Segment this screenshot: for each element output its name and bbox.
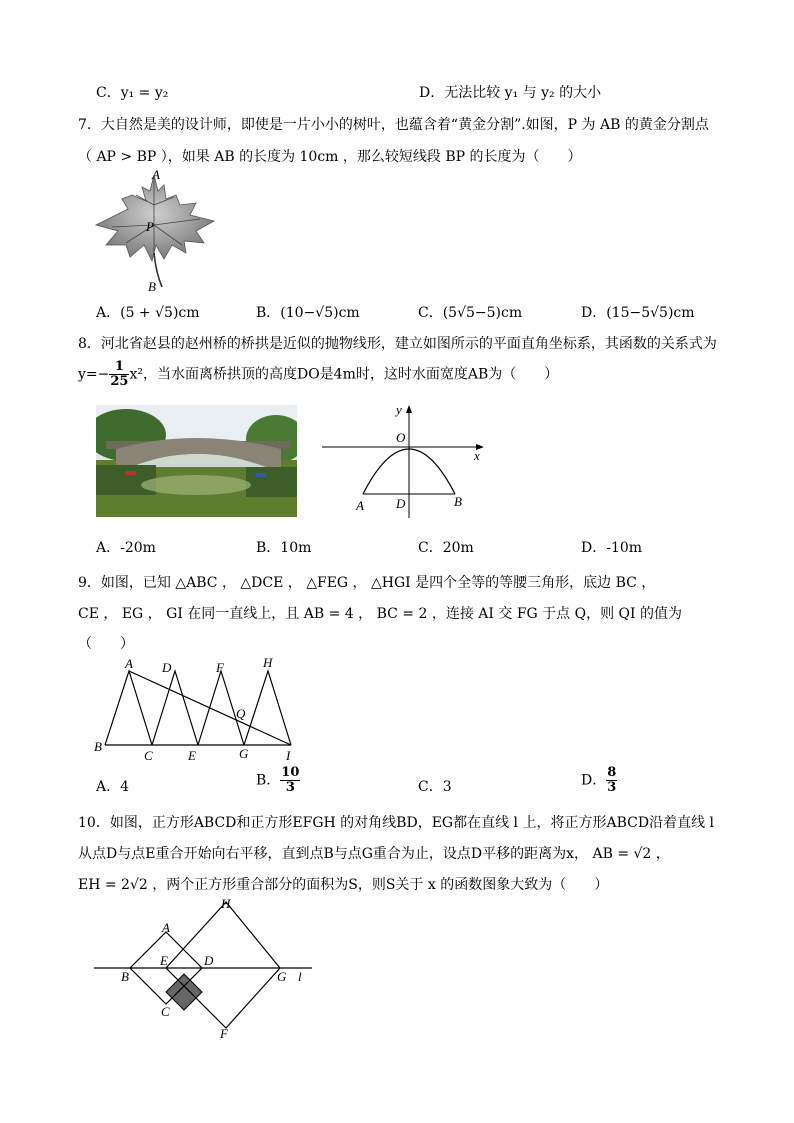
- triangle-dce: [152, 671, 198, 745]
- q9-stem-line1: 9．如图，已知 △ABC ， △DCE ， △FEG ， △HGI 是四个全等的等腰三角形，底边 BC ，: [78, 575, 656, 591]
- fraction-numerator: 10: [281, 765, 300, 780]
- q8-option-a: A．-20m: [96, 540, 156, 556]
- q8-option-b: B．10m: [256, 540, 312, 556]
- label-e: E: [160, 953, 168, 968]
- option-prefix: B．: [256, 772, 281, 789]
- q8-stem-line2: [78, 360, 558, 389]
- overlap-region: [166, 974, 202, 1010]
- label-h: H: [263, 655, 273, 670]
- label-c: C: [161, 1004, 170, 1019]
- q8-formula-prefix: y=−: [78, 366, 110, 383]
- label-b: B: [121, 969, 129, 984]
- q7-option-c: C．(5√5−5)cm: [418, 305, 523, 321]
- label-c: C: [144, 748, 153, 763]
- q7-stem-line2: （ AP > BP ），如果 AB 的长度为 10cm ，那么较短线段 BP 的长度为（ ）: [78, 149, 582, 165]
- q9-option-b: [256, 766, 300, 795]
- label-g: G: [239, 746, 249, 761]
- fraction-numerator: 1: [109, 360, 129, 375]
- fraction-denominator: 25: [110, 374, 129, 389]
- q9-stem-line2: CE ， EG ， GI 在同一直线上，且 AB = 4 ， BC = 2 ，连接 AI 交 FG 于点 Q，则 QI 的值为: [78, 606, 683, 622]
- option-b-fraction: [280, 766, 300, 795]
- q8-formula-suffix: x²，当水面离桥拱顶的高度DO是4m时，这时水面宽度AB为（ ）: [129, 366, 559, 383]
- label-h: H: [221, 896, 231, 911]
- label-d: D: [396, 496, 406, 511]
- fraction-denominator: 3: [285, 780, 295, 795]
- label-f: F: [220, 1026, 228, 1040]
- label-a: A: [152, 167, 160, 182]
- label-e: E: [188, 748, 196, 763]
- label-b: B: [94, 739, 102, 754]
- label-b: B: [454, 494, 462, 509]
- label-x: x: [474, 448, 480, 463]
- label-d: D: [204, 953, 214, 968]
- fraction-denominator: 3: [607, 780, 617, 795]
- label-b: B: [148, 279, 156, 294]
- zhaozhou-bridge-photo: [96, 405, 297, 517]
- q6-option-c: C．y₁ = y₂: [96, 85, 169, 101]
- label-o: O: [396, 430, 406, 445]
- q8-stem-line1: 8．河北省赵县的赵州桥的桥拱是近似的抛物线形，建立如图所示的平面直角坐标系，其函数的关系式为: [78, 336, 717, 352]
- q10-stem-line1: 10．如图，正方形ABCD和正方形EFGH 的对角线BD，EG都在直线 l 上，将正方形ABCD沿着直线 l: [78, 815, 715, 831]
- squares-figure: [90, 895, 330, 1040]
- q6-option-d: D．无法比较 y₁ 与 y₂ 的大小: [419, 85, 602, 101]
- q7-option-b: B．(10−√5)cm: [256, 305, 360, 321]
- label-a: A: [162, 920, 170, 935]
- label-q: Q: [236, 706, 246, 721]
- q7-option-d: D．(15−5√5)cm: [581, 305, 695, 321]
- q9-option-a: A．4: [96, 779, 130, 795]
- q9-option-d: [581, 766, 617, 795]
- label-f: F: [216, 660, 224, 675]
- triangles-figure: [90, 652, 330, 764]
- maple-leaf-figure: [92, 165, 222, 295]
- q9-stem-line3: （ ）: [78, 636, 134, 652]
- fraction-numerator: 8: [607, 765, 617, 780]
- label-l: l: [298, 969, 302, 984]
- segment-ai: [129, 671, 291, 745]
- q8-formula-fraction: [109, 360, 129, 389]
- q8-option-c: C．20m: [418, 540, 474, 556]
- label-p: P: [146, 219, 154, 234]
- q8-option-d: D．-10m: [581, 540, 643, 556]
- q9-option-c: C．3: [418, 779, 452, 795]
- q10-stem-line3: EH = 2√2 ，两个正方形重合部分的面积为S，则S关于 x 的函数图象大致为（ ）: [78, 877, 609, 893]
- label-a: A: [356, 498, 364, 513]
- label-y: y: [396, 402, 402, 417]
- label-i: I: [286, 748, 291, 763]
- q7-stem-line1: 7．大自然是美的设计师，即使是一片小小的树叶，也蕴含着“黄金分割”.如图，P 为 AB 的黄金分割点: [78, 117, 709, 133]
- option-d-fraction: [606, 766, 617, 795]
- leaf-shape: [96, 175, 214, 261]
- label-a: A: [125, 656, 133, 671]
- q7-option-a: A．(5 + √5)cm: [96, 305, 200, 321]
- parabola-figure: [322, 402, 492, 520]
- label-d: D: [162, 660, 172, 675]
- triangle-abc: [105, 671, 152, 745]
- q10-stem-line2: 从点D与点E重合开始向右平移，直到点B与点G重合为止，设点D平移的距离为x， AB = √2 ，: [78, 846, 670, 862]
- label-g: G: [277, 969, 287, 984]
- option-prefix: D．: [581, 772, 607, 789]
